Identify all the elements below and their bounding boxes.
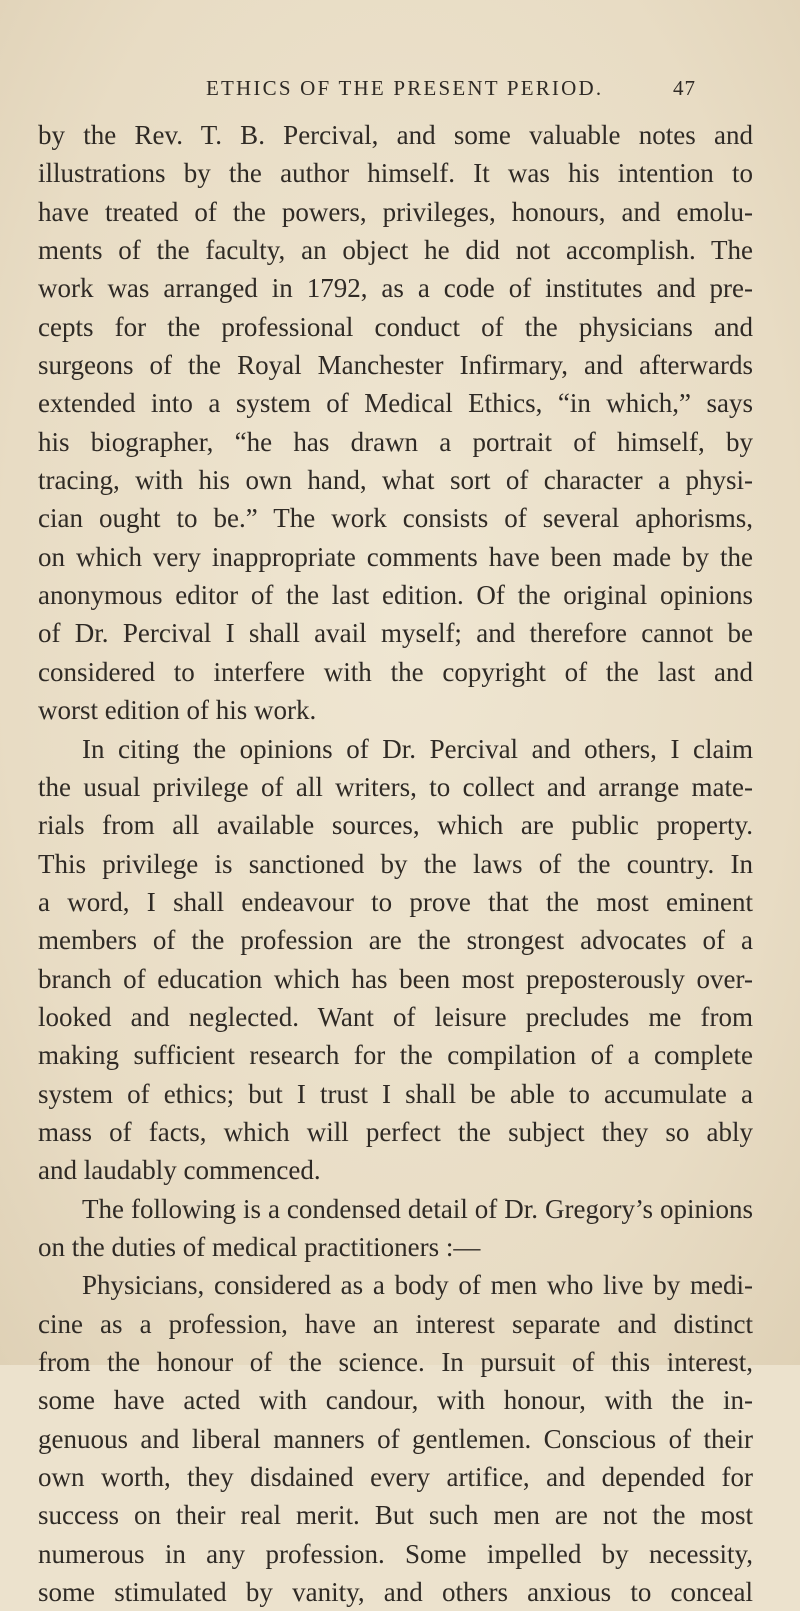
- text-line: making sufficient research for the compilation of a complete: [38, 1040, 753, 1071]
- text-line: have treated of the powers, privileges, honours, and emolu-: [38, 196, 753, 227]
- text-line: mass of facts, which will perfect the subject they so ably: [38, 1116, 753, 1147]
- text-line: anonymous editor of the last edition. Of the original opinions: [38, 580, 753, 611]
- text-line: by the Rev. T. B. Percival, and some valuable notes and: [38, 120, 753, 150]
- text-line: Physicians, considered as a body of men who live by medi-: [82, 1270, 753, 1301]
- text-line: work was arranged in 1792, as a code of institutes and pre-: [38, 273, 753, 304]
- text-line: numerous in any profession. Some impelled by necessity,: [38, 1538, 753, 1569]
- text-line: In citing the opinions of Dr. Percival and others, I claim: [82, 733, 753, 764]
- text-line: This privilege is sanctioned by the laws of the country. In: [38, 848, 753, 879]
- running-head: ETHICS OF THE PRESENT PERIOD.: [206, 76, 604, 100]
- page-header: [0, 76, 800, 106]
- text-line: rials from all available sources, which are public property.: [38, 810, 753, 841]
- text-line: surgeons of the Royal Manchester Infirmary, and afterwards: [38, 350, 753, 381]
- text-line: a word, I shall endeavour to prove that the most eminent: [38, 886, 753, 917]
- text-line: looked and neglected. Want of leisure precludes me from: [38, 1001, 753, 1032]
- text-line: and laudably commenced.: [38, 1155, 321, 1186]
- text-line: ments of the faculty, an object he did not accomplish. The: [38, 235, 753, 266]
- text-line: on the duties of medical practitioners :—: [38, 1231, 481, 1262]
- body-text: [38, 116, 753, 1611]
- text-line: worst edition of his work.: [38, 695, 317, 726]
- text-line: considered to interfere with the copyright of the last and: [38, 656, 753, 687]
- text-line: cine as a profession, have an interest separate and distinct: [38, 1308, 753, 1339]
- text-line: success on their real merit. But such men are not the most: [38, 1500, 753, 1531]
- text-line: own worth, they disdained every artifice, and depended for: [38, 1462, 753, 1493]
- text-line: cepts for the professional conduct of the physicians and: [38, 311, 753, 342]
- text-line: system of ethics; but I trust I shall be able to accumulate a: [38, 1078, 753, 1109]
- text-line: the usual privilege of all writers, to collect and arrange mate-: [38, 771, 753, 802]
- text-line: extended into a system of Medical Ethics, “in which,” says: [38, 388, 753, 419]
- text-line: of Dr. Percival I shall avail myself; and therefore cannot be: [38, 618, 753, 649]
- text-line: branch of education which has been most preposterously over-: [38, 963, 753, 994]
- text-line: tracing, with his own hand, what sort of character a physi-: [38, 465, 753, 496]
- page-number: 47: [673, 76, 696, 100]
- text-line: genuous and liberal manners of gentlemen. Conscious of their: [38, 1423, 753, 1454]
- text-line: his biographer, “he has drawn a portrait of himself, by: [38, 426, 753, 457]
- text-line: The following is a condensed detail of Dr. Gregory’s opinions: [82, 1193, 753, 1224]
- text-line: members of the profession are the strongest advocates of a: [38, 925, 753, 956]
- text-line: from the honour of the science. In pursuit of this interest,: [38, 1347, 753, 1377]
- text-line: some stimulated by vanity, and others anxious to conceal: [38, 1577, 753, 1608]
- text-line: on which very inappropriate comments have been made by the: [38, 541, 753, 572]
- text-line: some have acted with candour, with honour, with the in-: [38, 1385, 753, 1416]
- text-line: illustrations by the author himself. It was his intention to: [38, 158, 753, 189]
- text-line: cian ought to be.” The work consists of several aphorisms,: [38, 503, 753, 534]
